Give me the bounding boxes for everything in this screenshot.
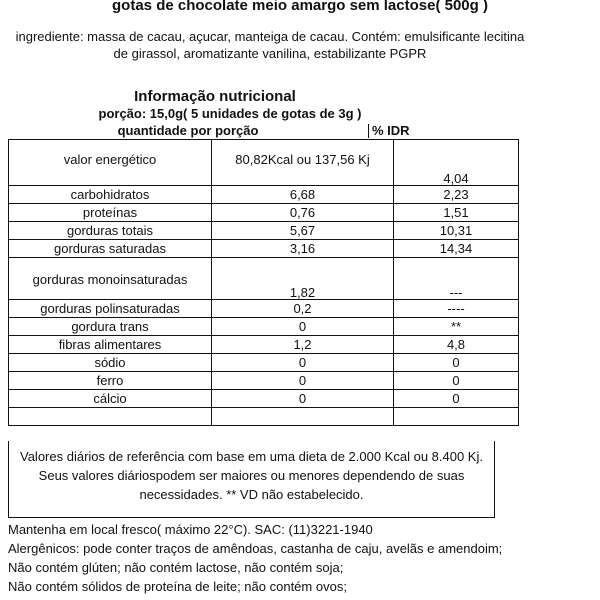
table-row [9, 336, 519, 354]
table-row [9, 390, 519, 408]
nutrient-name: carbohidratos [9, 186, 212, 204]
column-header-idr: % IDR [372, 123, 410, 138]
nutrient-amount: 0,76 [212, 204, 394, 222]
table-row [9, 240, 519, 258]
nutrient-amount: 5,67 [212, 222, 394, 240]
nutrient-idr: ---- [394, 300, 519, 318]
table-row [9, 300, 519, 318]
nutrient-name: sódio [9, 354, 212, 372]
nutrient-name: gorduras polinsaturadas [9, 300, 212, 318]
column-header-divider [368, 124, 369, 138]
nutrient-amount: 3,16 [212, 240, 394, 258]
gluten-lactose-soy-info: Não contém glúten; não contém lactose, não contém soja; [8, 560, 344, 575]
table-row [9, 204, 519, 222]
nutrition-table [8, 139, 519, 426]
ingredients-text: ingrediente: massa de cacau, açucar, manteiga de cacau. Contém: emulsificante lecitina de girassol, aromatizante vanilina, estabilizante PGPR [15, 29, 525, 61]
table-row [9, 186, 519, 204]
table-row [9, 140, 519, 186]
nutrient-idr: 0 [394, 390, 519, 408]
nutrient-amount: 1,2 [212, 336, 394, 354]
nutrition-heading: Informação nutricional [134, 88, 296, 105]
nutrient-name: proteínas [9, 204, 212, 222]
nutrient-idr: 4,04 [394, 140, 519, 186]
portion-size: porção: 15,0g( 5 unidades de gotas de 3g ) [98, 106, 362, 121]
nutrient-name: gordura trans [9, 318, 212, 336]
table-row [9, 318, 519, 336]
nutrient-idr: 0 [394, 372, 519, 390]
product-title: gotas de chocolate meio amargo sem lactose( 500g ) [112, 0, 488, 14]
nutrient-name: gorduras totais [9, 222, 212, 240]
table-row [9, 354, 519, 372]
daily-values-footnote: Valores diários de referência com base em uma dieta de 2.000 Kcal ou 8.400 Kj. Seus valores diáriospodem ser maiores ou menores dependendo de suas necessidades. ** VD não estabelecido. [8, 441, 495, 518]
nutrient-amount: 0 [212, 354, 394, 372]
nutrient-name: gorduras saturadas [9, 240, 212, 258]
table-row-empty [9, 408, 519, 426]
table-row [9, 372, 519, 390]
table-row [9, 222, 519, 240]
nutrient-amount: 0 [212, 318, 394, 336]
nutrient-idr: ** [394, 318, 519, 336]
nutrient-idr: 2,23 [394, 186, 519, 204]
allergens-info: Alergênicos: pode conter traços de amêndoas, castanha de caju, avelãs e amendoim; [8, 541, 503, 556]
nutrient-name: fibras alimentares [9, 336, 212, 354]
table-row [9, 258, 519, 300]
nutrient-idr: 10,31 [394, 222, 519, 240]
nutrient-idr: --- [394, 258, 519, 300]
nutrient-idr: 14,34 [394, 240, 519, 258]
nutrient-amount: 6,68 [212, 186, 394, 204]
storage-info: Mantenha em local fresco( máximo 22°C). SAC: (11)3221-1940 [8, 522, 373, 537]
nutrient-idr: 4,8 [394, 336, 519, 354]
nutrient-amount: 0 [212, 390, 394, 408]
nutrient-name: gorduras monoinsaturadas [9, 258, 212, 300]
column-header-quantity: quantidade por porção [117, 123, 259, 138]
empty-cell [212, 408, 394, 426]
empty-cell [9, 408, 212, 426]
nutrient-name: ferro [9, 372, 212, 390]
empty-cell [394, 408, 519, 426]
nutrient-idr: 0 [394, 354, 519, 372]
nutrient-idr: 1,51 [394, 204, 519, 222]
nutrient-amount: 0 [212, 372, 394, 390]
milk-eggs-info: Não contém sólidos de proteína de leite; não contém ovos; [8, 579, 347, 594]
nutrient-amount: 0,2 [212, 300, 394, 318]
nutrient-amount: 80,82Kcal ou 137,56 Kj [212, 140, 394, 186]
nutrient-name: cálcio [9, 390, 212, 408]
nutrient-name: valor energético [9, 140, 212, 186]
nutrient-amount: 1,82 [212, 258, 394, 300]
